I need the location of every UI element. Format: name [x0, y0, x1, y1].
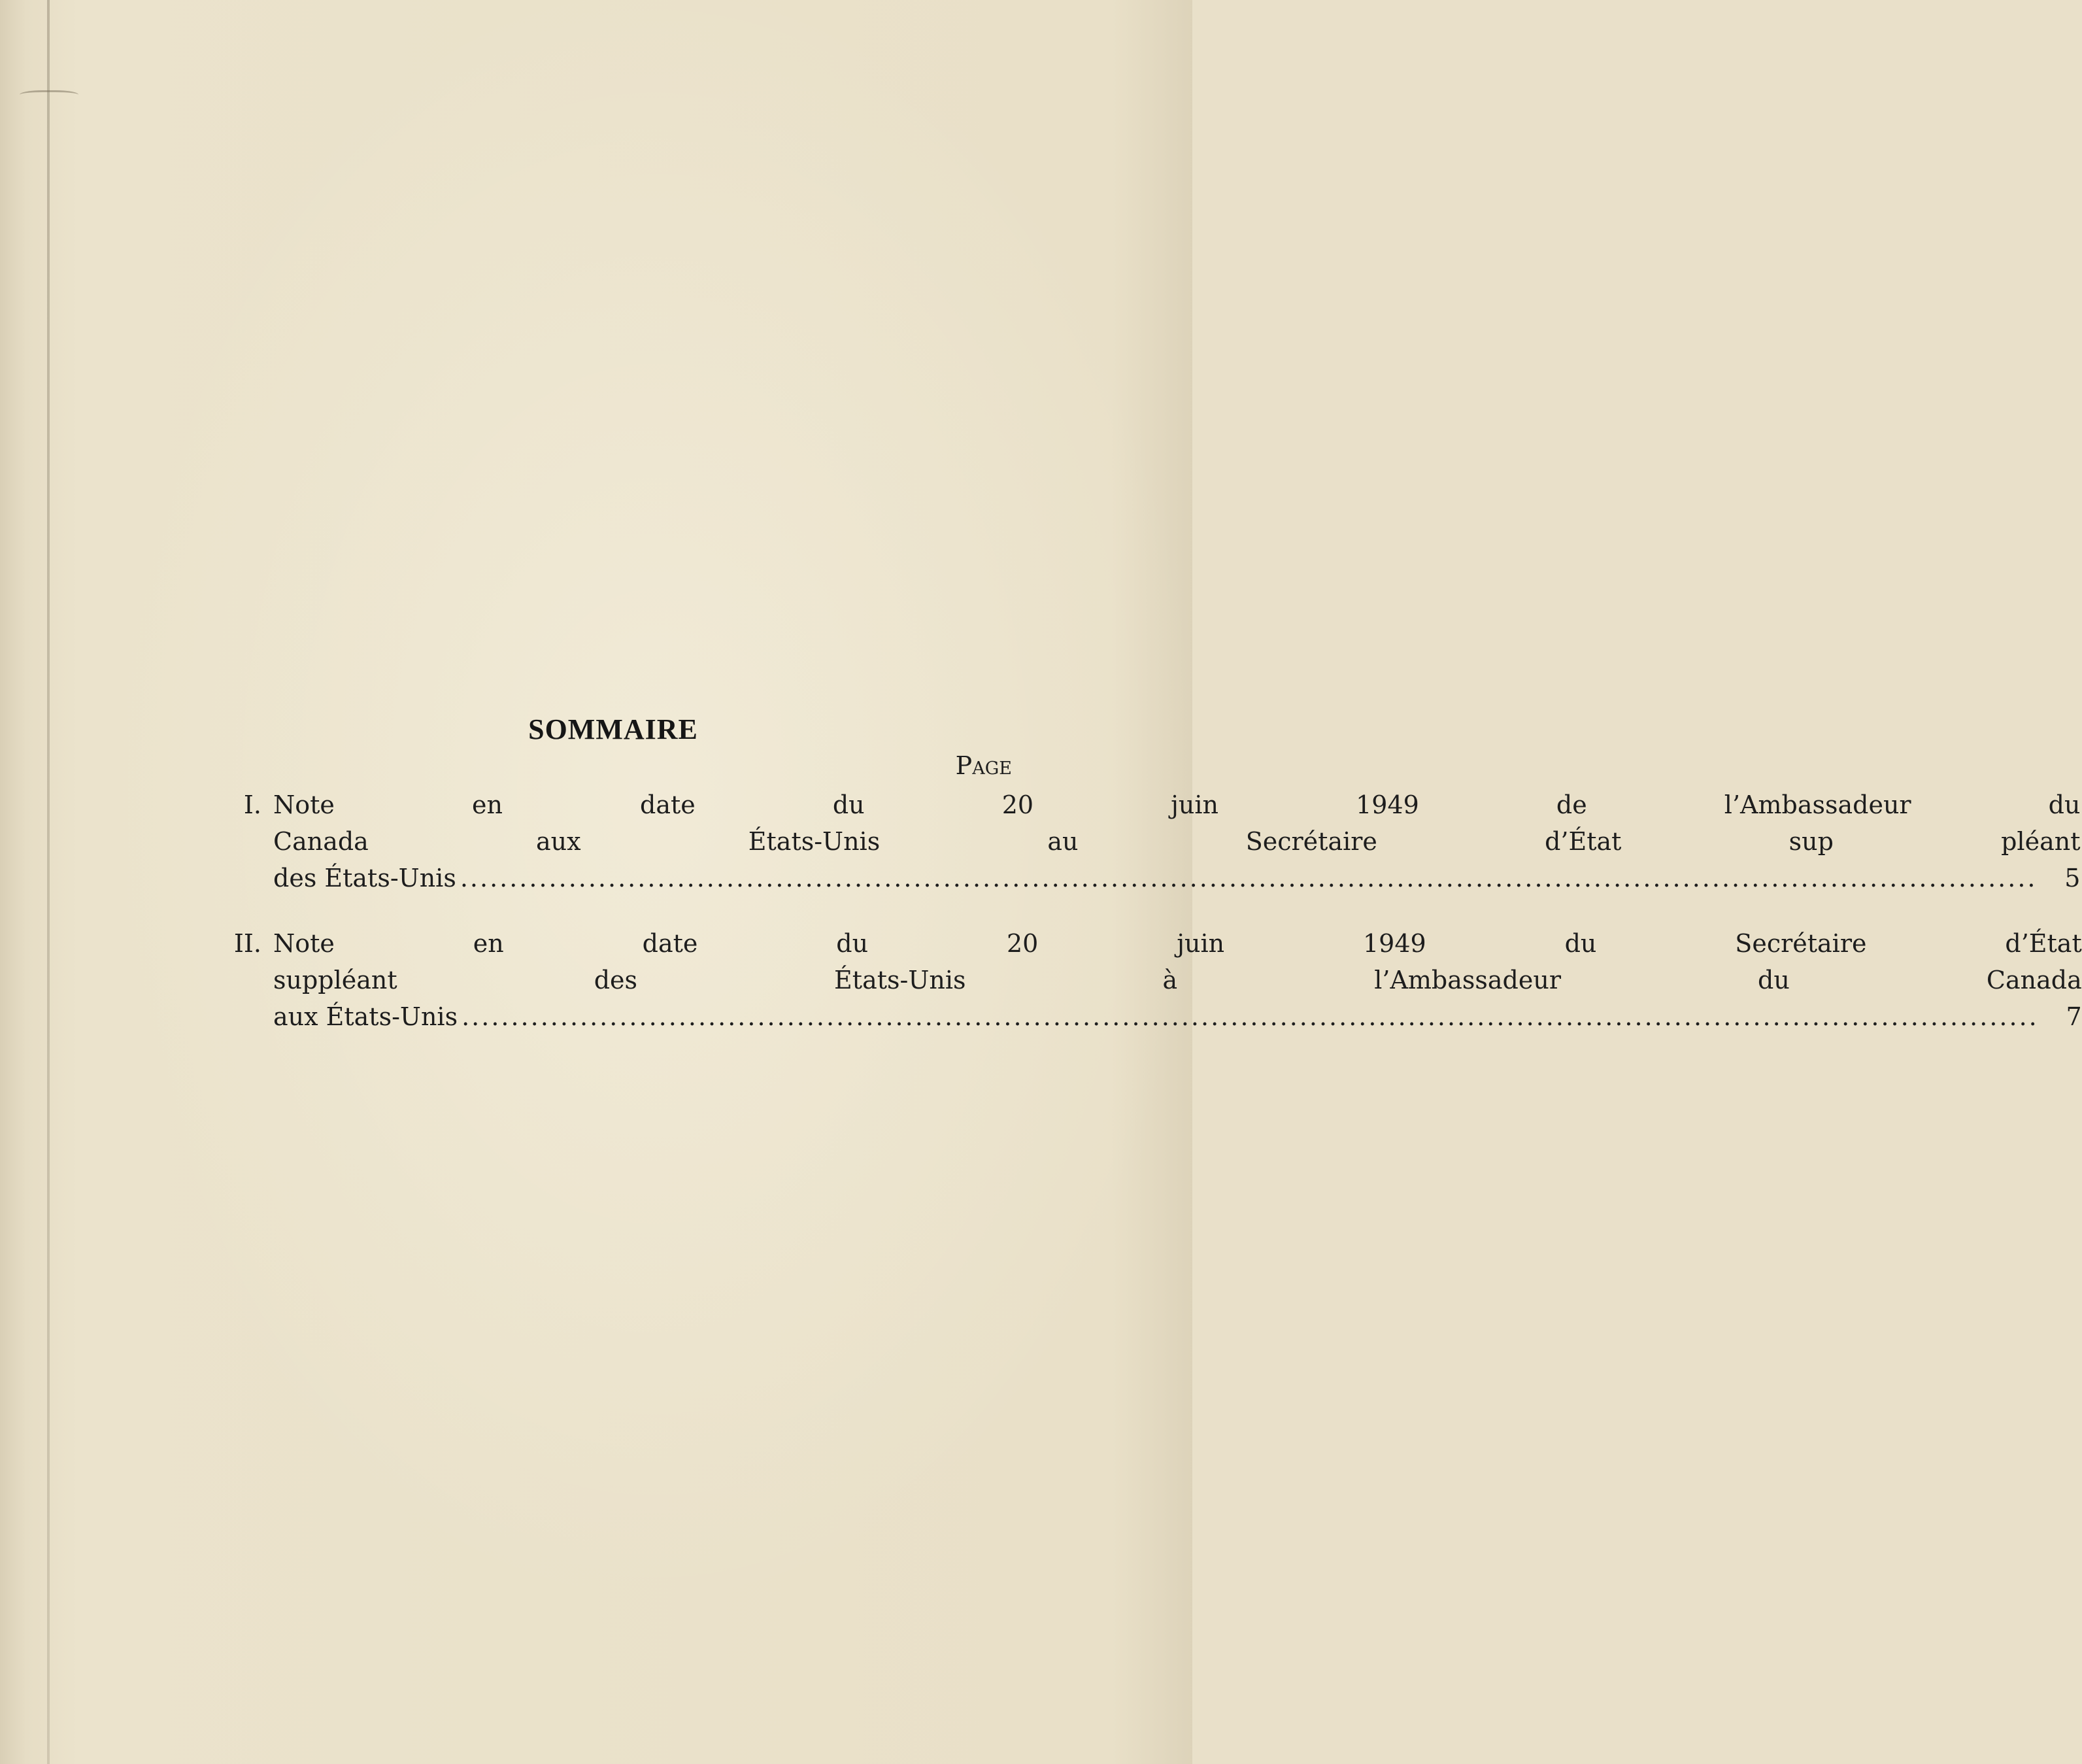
- dot-leader: [460, 860, 2038, 896]
- entry-line: Note en date du 20 juin 1949 de l’Ambassadeur du: [273, 790, 2081, 819]
- toc-entry-2: [214, 925, 2082, 1035]
- entry-line: aux États-Unis: [273, 1002, 458, 1031]
- toc-title: SOMMAIRE: [528, 713, 698, 745]
- entry-line: suppléant des États-Unis à l’Ambassadeur du Canada: [273, 966, 2082, 994]
- entry-text: [273, 787, 2080, 896]
- entry-last-line: [273, 998, 2082, 1035]
- entry-line: des États-Unis: [273, 864, 456, 892]
- page-column-header: Page: [955, 751, 1012, 780]
- toc-entry-1: [214, 787, 2081, 896]
- entry-number: II.: [233, 929, 261, 958]
- entry-last-line: [273, 860, 2080, 896]
- entry-line: Canada aux États-Unis au Secrétaire d’État sup pléant: [273, 827, 2081, 856]
- entry-text: [273, 925, 2082, 1035]
- binding-edge: [47, 0, 50, 1764]
- entry-page-number: 5: [2064, 864, 2081, 892]
- dot-leader: [462, 998, 2039, 1035]
- entry-line: Note en date du 20 juin 1949 du Secrétaire d’État: [273, 929, 2082, 958]
- binding-mark: [20, 90, 78, 101]
- entry-number: I.: [243, 790, 261, 819]
- table-of-contents: [214, 713, 2082, 1064]
- entry-page-number: 7: [2066, 1002, 2082, 1031]
